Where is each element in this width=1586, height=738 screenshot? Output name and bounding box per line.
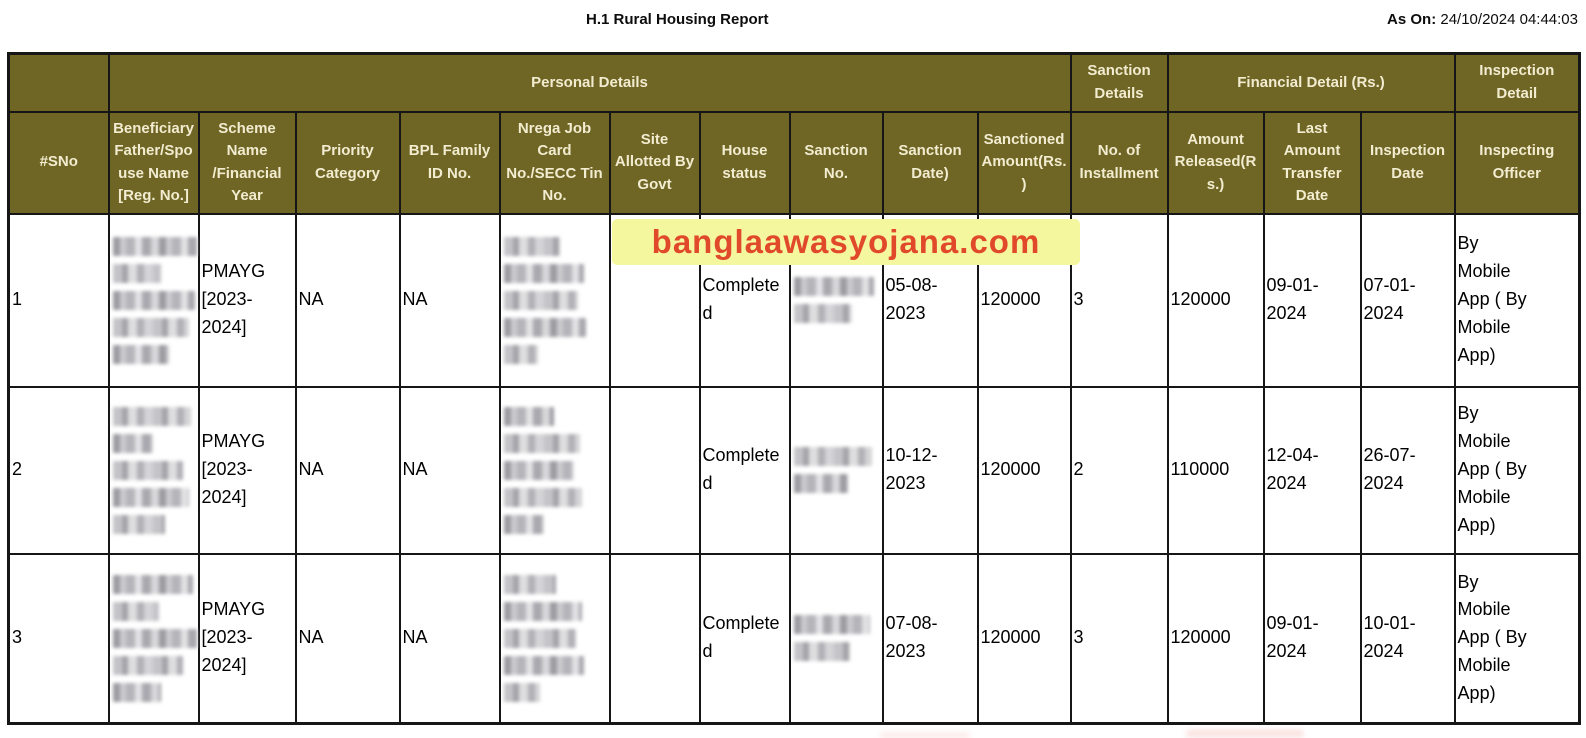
cell-last-transfer: 09-01-2024 [1264, 214, 1361, 387]
group-personal-details: Personal Details [109, 54, 1071, 112]
cell-bpl: NA [400, 387, 500, 554]
redacted-line [504, 264, 584, 283]
redacted-line [794, 642, 850, 661]
corner-cell [9, 54, 109, 112]
redacted-line [504, 629, 576, 648]
cell-sanction-date: 10-12-2023 [883, 387, 978, 554]
col-header-sanctioned-amount: Sanctioned Amount(Rs.) [978, 112, 1071, 214]
redacted-line [794, 277, 874, 296]
cell-house-status: Completed [700, 554, 790, 724]
cell-bpl: NA [400, 554, 500, 724]
cell-house-status: Completed [700, 214, 790, 387]
redacted-line [113, 434, 153, 453]
col-header-house-status: House status [700, 112, 790, 214]
cell-beneficiary-redacted [109, 214, 199, 387]
redacted-line [504, 237, 560, 256]
cell-inspection-date: 07-01-2024 [1361, 214, 1455, 387]
cell-beneficiary-redacted [109, 387, 199, 554]
cell-scheme: PMAYG [2023-2024] [199, 387, 296, 554]
redacted-line [113, 515, 165, 534]
cell-installments: 3 [1071, 554, 1168, 724]
cell-priority: NA [296, 387, 400, 554]
table-row [9, 554, 1580, 724]
redacted-line [794, 447, 872, 466]
redacted-line [504, 602, 582, 621]
cell-sanction-no-redacted [790, 554, 883, 724]
rural-housing-report-table [7, 52, 1581, 725]
watermark: banglaawasyojana.com [612, 219, 1080, 265]
cell-installments: 3 [1071, 214, 1168, 387]
redacted-line [504, 656, 584, 675]
redacted-line [113, 407, 191, 426]
redacted-line [113, 264, 161, 283]
col-header-amount-released: Amount Released(Rs.) [1168, 112, 1264, 214]
col-header-sanction-date: Sanction Date) [883, 112, 978, 214]
col-header-sanction-no: Sanction No. [790, 112, 883, 214]
cell-inspection-date: 10-01-2024 [1361, 554, 1455, 724]
cell-sanction-no-redacted [790, 387, 883, 554]
cell-bpl: NA [400, 214, 500, 387]
col-header-priority: Priority Category [296, 112, 400, 214]
col-header-last-transfer: Last Amount Transfer Date [1264, 112, 1361, 214]
group-sanction-details: Sanction Details [1071, 54, 1168, 112]
redacted-line [794, 474, 848, 493]
cell-last-transfer: 12-04-2024 [1264, 387, 1361, 554]
cell-scheme: PMAYG [2023-2024] [199, 554, 296, 724]
cell-inspecting-officer: By Mobile App ( By Mobile App) [1455, 554, 1580, 724]
cell-sno: 2 [9, 387, 109, 554]
cell-priority: NA [296, 214, 400, 387]
cell-sno: 1 [9, 214, 109, 387]
redacted-line [113, 318, 189, 337]
redacted-line [504, 345, 538, 364]
redacted-line [504, 434, 580, 453]
col-header-site: Site Allotted By Govt [610, 112, 700, 214]
cell-sanction-date: 05-08-2023 [883, 214, 978, 387]
group-header-row [9, 54, 1580, 112]
redacted-line [113, 461, 183, 480]
cell-nrega-redacted [500, 554, 610, 724]
page-artifact [1186, 730, 1304, 737]
redacted-line [504, 575, 556, 594]
redacted-line [504, 488, 582, 507]
cell-sanctioned-amount: 120000 [978, 214, 1071, 387]
redacted-line [504, 291, 578, 310]
col-header-beneficiary: Beneficiary Father/Spouse Name [Reg. No.] [109, 112, 199, 214]
page-artifact [880, 732, 970, 738]
redacted-line [504, 318, 586, 337]
cell-sanction-date: 07-08-2023 [883, 554, 978, 724]
as-on-label: As On: [1387, 11, 1437, 28]
cell-nrega-redacted [500, 214, 610, 387]
redacted-line [113, 656, 183, 675]
cell-beneficiary-redacted [109, 554, 199, 724]
cell-sno: 3 [9, 554, 109, 724]
cell-installments: 2 [1071, 387, 1168, 554]
cell-sanctioned-amount: 120000 [978, 387, 1071, 554]
cell-scheme: PMAYG [2023-2024] [199, 214, 296, 387]
cell-amount-released: 120000 [1168, 554, 1264, 724]
cell-inspecting-officer: By Mobile App ( By Mobile App) [1455, 214, 1580, 387]
cell-house-status: Completed [700, 387, 790, 554]
col-header-scheme: Scheme Name /Financial Year [199, 112, 296, 214]
page-title: H.1 Rural Housing Report [586, 11, 769, 28]
redacted-line [113, 291, 195, 310]
col-header-sno: #SNo [9, 112, 109, 214]
as-on-value: 24/10/2024 04:44:03 [1440, 11, 1578, 28]
redacted-line [504, 461, 574, 480]
redacted-line [113, 237, 197, 256]
as-on-timestamp [1387, 11, 1578, 28]
redacted-line [113, 602, 159, 621]
group-financial-detail: Financial Detail (Rs.) [1168, 54, 1455, 112]
redacted-line [504, 515, 544, 534]
redacted-line [794, 615, 870, 634]
redacted-line [794, 304, 852, 323]
group-inspection-detail: Inspection Detail [1455, 54, 1580, 112]
redacted-line [113, 488, 189, 507]
redacted-line [504, 407, 554, 426]
redacted-line [113, 345, 169, 364]
cell-nrega-redacted [500, 387, 610, 554]
column-header-row [9, 112, 1580, 214]
col-header-bpl: BPL Family ID No. [400, 112, 500, 214]
col-header-inspecting-officer: Inspecting Officer [1455, 112, 1580, 214]
cell-site [610, 554, 700, 724]
cell-site [610, 387, 700, 554]
col-header-nrega: Nrega Job Card No./SECC Tin No. [500, 112, 610, 214]
col-header-installments: No. of Installment [1071, 112, 1168, 214]
cell-amount-released: 120000 [1168, 214, 1264, 387]
cell-amount-released: 110000 [1168, 387, 1264, 554]
table-row [9, 387, 1580, 554]
redacted-line [113, 683, 161, 702]
redacted-line [113, 629, 197, 648]
col-header-inspection-date: Inspection Date [1361, 112, 1455, 214]
redacted-line [504, 683, 540, 702]
cell-inspection-date: 26-07-2024 [1361, 387, 1455, 554]
redacted-line [113, 575, 193, 594]
cell-last-transfer: 09-01-2024 [1264, 554, 1361, 724]
cell-priority: NA [296, 554, 400, 724]
cell-sanctioned-amount: 120000 [978, 554, 1071, 724]
cell-inspecting-officer: By Mobile App ( By Mobile App) [1455, 387, 1580, 554]
